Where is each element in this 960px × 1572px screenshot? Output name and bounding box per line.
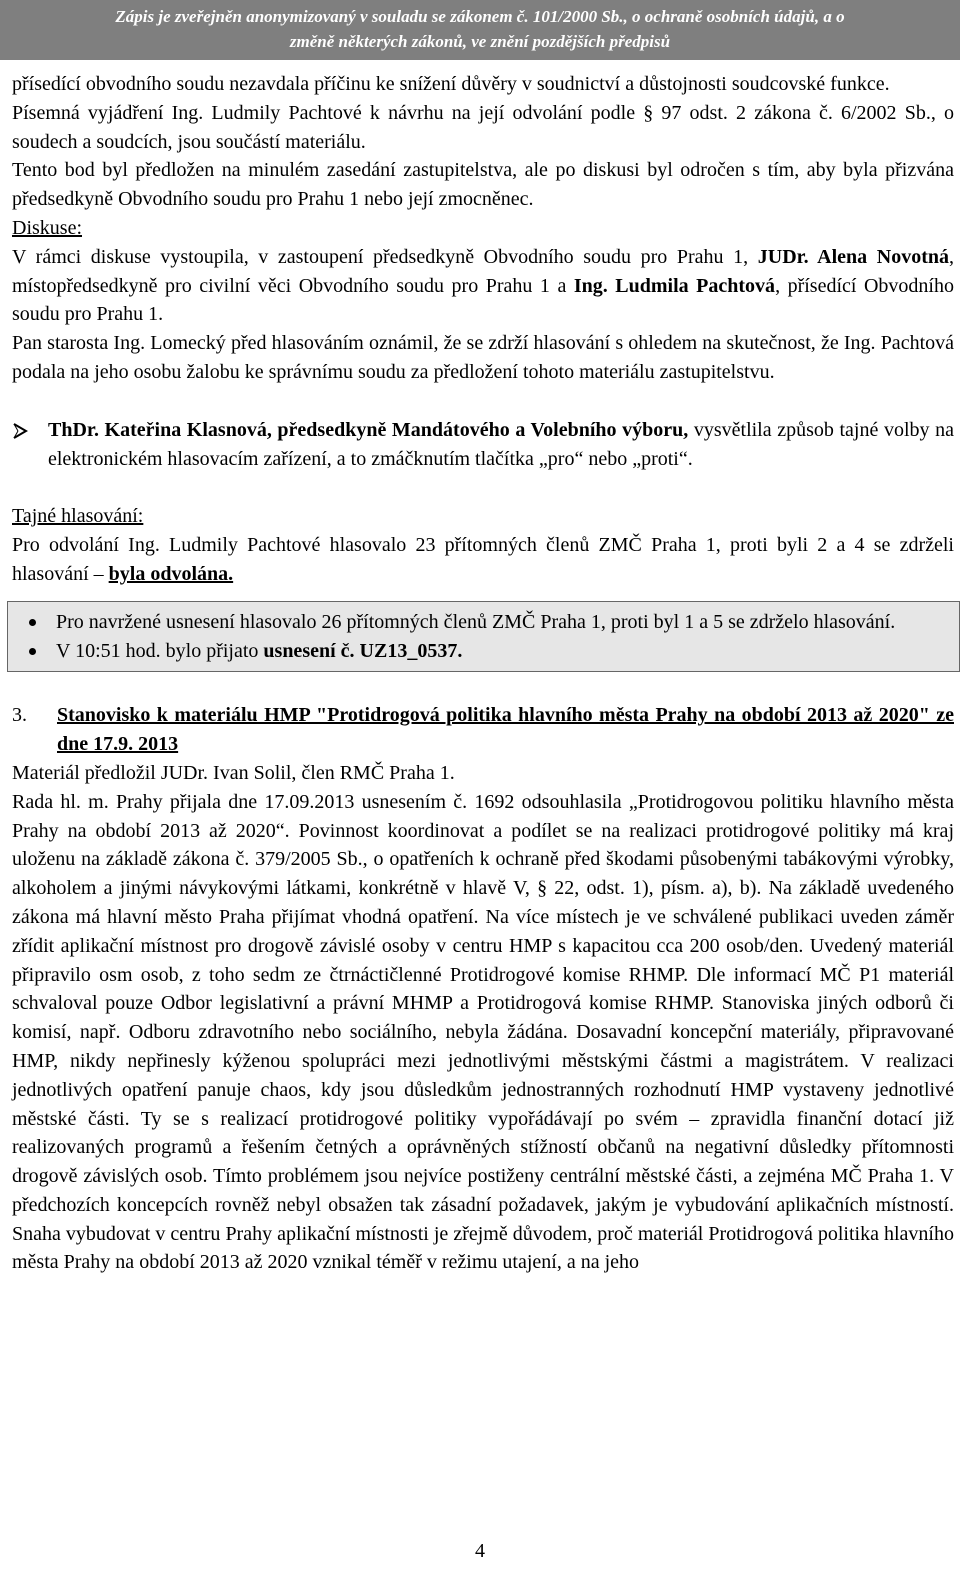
discussion-sentence-3: , přísedící Obvodního soudu pro Prahu 1.	[12, 274, 954, 326]
resolution-number: usnesení č. UZ13_0537.	[263, 639, 463, 662]
section-number: 3.	[12, 704, 27, 727]
discussion-mayor-note: Pan starosta Ing. Lomecký před hlasováním oznámil, že se zdrží hlasování s ohledem na skutečnost, že Ing. Pachtová podala na jeho osobu žalobu ke správnímu soudu za předložení tohoto materiálu zastupitelstvu.	[12, 332, 954, 383]
arrow-bullet-icon	[12, 416, 48, 474]
anonymization-header	[0, 0, 960, 60]
bullet-dot-icon	[8, 608, 56, 637]
intro-paragraph-1: přísedící obvodního soudu nezavdala příčinu ke snížení důvěry v soudnictví a důstojnosti soudcovské funkce.	[12, 73, 890, 95]
document-body	[12, 70, 954, 1277]
resolution-vote-text: Pro navržené usnesení hlasovalo 26 přítomných členů ZMČ Praha 1, proti byl 1 a 5 se zdrželo hlasování.	[56, 610, 896, 633]
resolution-adopted	[56, 637, 949, 666]
resolution-time-text: V 10:51 hod. bylo přijato	[56, 639, 264, 662]
secret-vote-outcome: byla odvolána.	[108, 562, 234, 585]
bullet-dot-icon	[8, 637, 56, 666]
secret-vote-result	[12, 531, 954, 589]
speaker-name-novotna: JUDr. Alena Novotná	[757, 245, 949, 268]
resolution-item-2	[8, 637, 949, 666]
speaker-explanation: vysvětlila způsob tajné volby na elektronickém hlasovacím zařízení, a to zmáčknutím tlačítka „pro“ nebo „proti“.	[48, 418, 954, 470]
intro-paragraph-2: Písemná vyjádření Ing. Ludmily Pachtové k návrhu na její odvolání podle § 97 odst. 2 zákona č. 6/2002 Sb., o soudech a soudcích, jsou součástí materiálu.	[12, 101, 954, 153]
speaker-text	[48, 416, 954, 474]
discussion-heading: Diskuse:	[12, 216, 82, 239]
discussion-sentence-2: , místopředsedkyně pro civilní věci Obvodního soudu pro Prahu 1 a	[12, 245, 954, 297]
section-presenter: Materiál předložil JUDr. Ivan Solil, člen RMČ Praha 1.	[12, 761, 455, 784]
speaker-name-pachtova: Ing. Ludmila Pachtová	[573, 274, 776, 297]
section-title: Stanovisko k materiálu HMP "Protidrogová politika hlavního města Prahy na období 2013 až 2020" ze dne 17.9. 2013	[57, 704, 954, 756]
section-3-heading	[12, 701, 954, 759]
discussion-paragraph	[12, 243, 954, 329]
speaker-name-klasnova: ThDr. Kateřina Klasnová, předsedkyně Mandátového a Volebního výboru,	[48, 418, 689, 441]
section-body: Rada hl. m. Prahy přijala dne 17.09.2013 usnesením č. 1692 odsouhlasila „Protidrogovou politiku hlavního města Prahy na období 2013 až 2020“. Povinnost koordinovat a podílet se na realizaci protidrogové politiky má kraj uloženu na základě zákona č. 379/2005 Sb., o opatřeních k ochraně před škodami působenými tabákovými výrobky, alkoholem a jinými návykovými látkami, konkrétně v hlavě V, § 22, odst. 1), písm. a), b). Na základě uvedeného zákona má hlavní město Praha přijímat vhodná opatření. Na více místech je ve schválené publikaci uveden záměr zřídit aplikační místnost pro drogově závislé osoby v centru HMP s kapacitou cca 200 osob/den. Uvedený materiál připravilo osm osob, z toho sedm ze čtrnáctičlenné Protidrogové komise RHMP. Dle informací MČ P1 materiál schvaloval pouze Odbor legislativní a právní MHMP a Protidrogová komise RHMP. Stanoviska jiných odborů či komisí, např. Odboru zdravotního nebo sociálního, nebyla žádána. Dosavadní koncepční materiály, připravované HMP, nikdy nepřinesly kýženou spolupráci mezi jednotlivými městskými částmi a magistrátem. V realizaci jednotlivých opatření panuje chaos, kdy jsou důsledkům jednostranných rozhodnutí HMP vystaveny jednotlivé městské části. Ty se s realizací protidrogové politiky vypořádávají po svém – zpravidla finanční dotací již realizovaných programů a řešením četných a oprávněných stížností občanů na negativní důsledky přítomnosti drogově závislých osob. Tímto problémem jsou nejvíce postiženy centrální městské části, a zejména MČ Praha 1. V předchozích koncepcích rovněž nebyl obsažen tak zásadní požadavek, jakým je vybudování aplikačních místností. Snaha vybudovat v centru Prahy aplikační místnosti je zřejmě důvodem, proč materiál Protidrogová politika hlavního města Prahy na období 2013 až 2020 vznikal téměř v režimu utajení, a na jeho	[12, 790, 954, 1274]
header-line-1: Zápis je zveřejněn anonymizovaný v souladu se zákonem č. 101/2000 Sb., o ochraně osobních údajů, a o	[115, 7, 845, 26]
resolution-item-1	[8, 608, 949, 637]
secret-vote-heading: Tajné hlasování:	[12, 505, 144, 528]
discussion-sentence-1: V rámci diskuse vystoupila, v zastoupení předsedkyně Obvodního soudu pro Prahu 1,	[12, 245, 749, 268]
secret-vote-text: Pro odvolání Ing. Ludmily Pachtové hlasovalo 23 přítomných členů ZMČ Praha 1, proti byli 2 a 4 se zdrželi hlasování –	[12, 534, 954, 585]
header-line-2: změně některých zákonů, ve znění pozdějších předpisů	[289, 32, 671, 51]
page-number: 4	[475, 1540, 485, 1562]
intro-paragraph-3: Tento bod byl předložen na minulém zasedání zastupitelstva, ale po diskusi byl odročen s tím, aby byla přizvána předsedkyně Obvodního soudu pro Prahu 1 nebo její zmocněnec.	[12, 159, 954, 211]
speaker-item	[12, 416, 954, 474]
resolution-box	[7, 601, 960, 673]
